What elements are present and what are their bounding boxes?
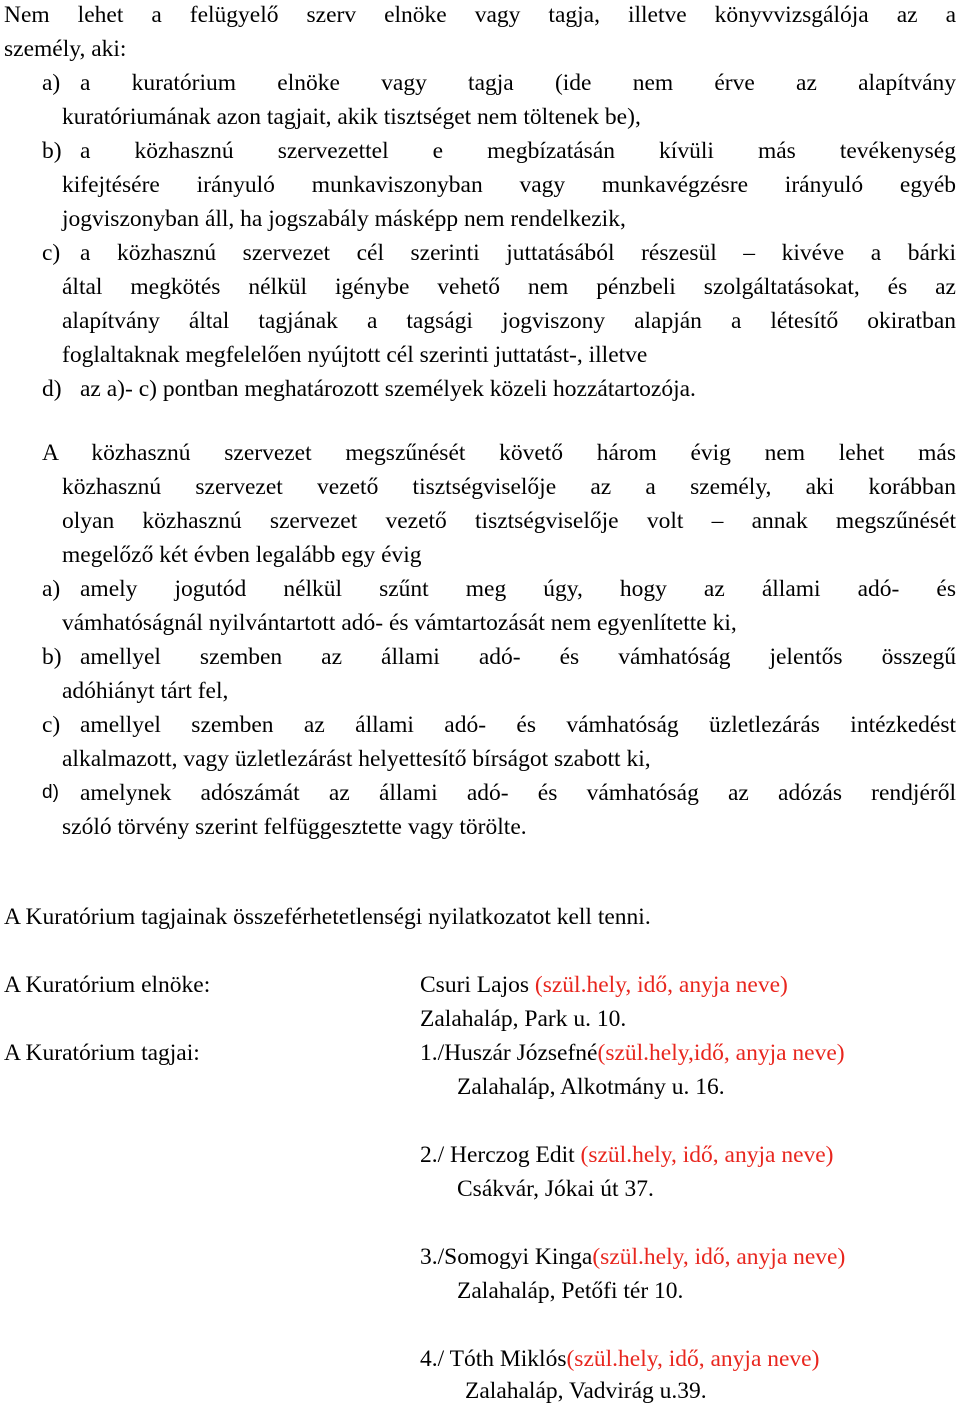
s1-item-a-label: a) — [42, 70, 61, 96]
s1-item-c-label: c) — [42, 240, 61, 266]
s2-item-d-line-1: amelynek adószámát az állami adó- és vámhatóság az adózás rendjéről — [80, 780, 956, 806]
s1-item-b-label: b) — [42, 138, 62, 164]
s2-item-d-line-2: szóló törvény szerint felfüggesztette vagy törölte. — [62, 814, 527, 840]
s1-item-b-line-2: kifejtésére irányuló munkaviszonyban vagy munkavégzésre irányuló egyéb — [62, 172, 956, 198]
chair-label: A Kuratórium elnöke: — [4, 972, 211, 998]
s2-item-a-line-1: amely jogutód nélkül szűnt meg úgy, hogy az állami adó- és — [80, 576, 956, 602]
member-placeholder: (szül.hely,idő, anyja neve) — [597, 1040, 845, 1066]
s2-intro-line-4: megelőző két évben legalább egy évig — [62, 542, 422, 568]
member-entry — [420, 1344, 819, 1374]
chair-placeholder: (szül.hely, idő, anyja neve) — [534, 972, 788, 998]
s2-item-c-label: c) — [42, 712, 61, 738]
s2-intro-line-1: A közhasznú szervezet megszűnését követő három évig nem lehet más — [42, 440, 956, 466]
s1-item-c-line-4: foglaltaknak megfelelően nyújtott cél szerinti juttatást-, illetve — [62, 342, 648, 368]
s2-item-c-line-2: alkalmazott, vagy üzletlezárást helyettesítő bírságot szabott ki, — [62, 746, 651, 772]
s1-item-c-line-3: alapítvány által tagjának a tagsági jogviszony alapján a létesítő okiratban — [62, 308, 956, 334]
s2-item-a-label: a) — [42, 576, 61, 602]
s1-intro-line-1: Nem lehet a felügyelő szerv elnöke vagy tagja, illetve könyvvizsgálója az a — [4, 2, 956, 28]
s1-item-d-line-1: az a)- c) pontban meghatározott személyek közeli hozzátartozója. — [80, 376, 696, 402]
member-address: Csákvár, Jókai út 37. — [457, 1176, 654, 1202]
chair-address: Zalahaláp, Park u. 10. — [420, 1006, 627, 1032]
member-address: Zalahaláp, Petőfi tér 10. — [457, 1278, 684, 1304]
member-placeholder: (szül.hely, idő, anyja neve) — [580, 1142, 834, 1168]
s2-item-a-line-2: vámhatóságnál nyilvántartott adó- és vámtartozását nem egyenlítette ki, — [62, 610, 737, 636]
member-entry — [420, 1242, 845, 1272]
s2-item-b-label: b) — [42, 644, 62, 670]
s1-item-b-line-1: a közhasznú szervezettel e megbízatásán kívüli más tevékenység — [80, 138, 956, 164]
s2-item-b-line-2: adóhiányt tárt fel, — [62, 678, 229, 704]
member-name: 3./Somogyi Kinga — [420, 1244, 593, 1270]
member-address: Zalahaláp, Vadvirág u.39. — [465, 1378, 707, 1404]
s1-item-d-label: d) — [42, 376, 62, 402]
s2-item-d-label: d) — [42, 782, 59, 803]
member-entry — [420, 1140, 834, 1170]
s1-item-a-line-1: a kuratórium elnöke vagy tagja (ide nem érve az alapítvány — [80, 70, 956, 96]
member-name: 4./ Tóth Miklós — [420, 1346, 567, 1372]
s2-item-b-line-1: amellyel szemben az állami adó- és vámhatóság jelentős összegű — [80, 644, 956, 670]
statement-text: A Kuratórium tagjainak összeférhetetlenségi nyilatkozatot kell tenni. — [4, 904, 651, 930]
s1-item-c-line-2: által megkötés nélkül igénybe vehető nem pénzbeli szolgáltatásokat, és az — [62, 274, 956, 300]
member-name: 2./ Herczog Edit — [420, 1142, 581, 1168]
s1-item-b-line-3: jogviszonyban áll, ha jogszabály másképp nem rendelkezik, — [62, 206, 626, 232]
chair-name: Csuri Lajos — [420, 972, 535, 998]
s1-item-c-line-1: a közhasznú szervezet cél szerinti juttatásából részesül – kivéve a bárki — [80, 240, 956, 266]
s2-item-c-line-1: amellyel szemben az állami adó- és vámhatóság üzletlezárás intézkedést — [80, 712, 956, 738]
s1-intro-line-2: személy, aki: — [4, 36, 127, 62]
s2-intro-line-3: olyan közhasznú szervezet vezető tisztségviselője volt – annak megszűnését — [62, 508, 956, 534]
member-placeholder: (szül.hely, idő, anyja neve) — [566, 1346, 820, 1372]
chair-entry — [420, 970, 788, 1000]
s2-intro-line-2: közhasznú szervezet vezető tisztségviselője az a személy, aki korábban — [62, 474, 956, 500]
member-placeholder: (szül.hely, idő, anyja neve) — [592, 1244, 846, 1270]
s1-item-a-line-2: kuratóriumának azon tagjait, akik tisztséget nem töltenek be), — [62, 104, 641, 130]
member-address: Zalahaláp, Alkotmány u. 16. — [457, 1074, 725, 1100]
members-label: A Kuratórium tagjai: — [4, 1040, 200, 1066]
member-entry — [420, 1038, 845, 1068]
member-name: 1./Huszár Józsefné — [420, 1040, 598, 1066]
